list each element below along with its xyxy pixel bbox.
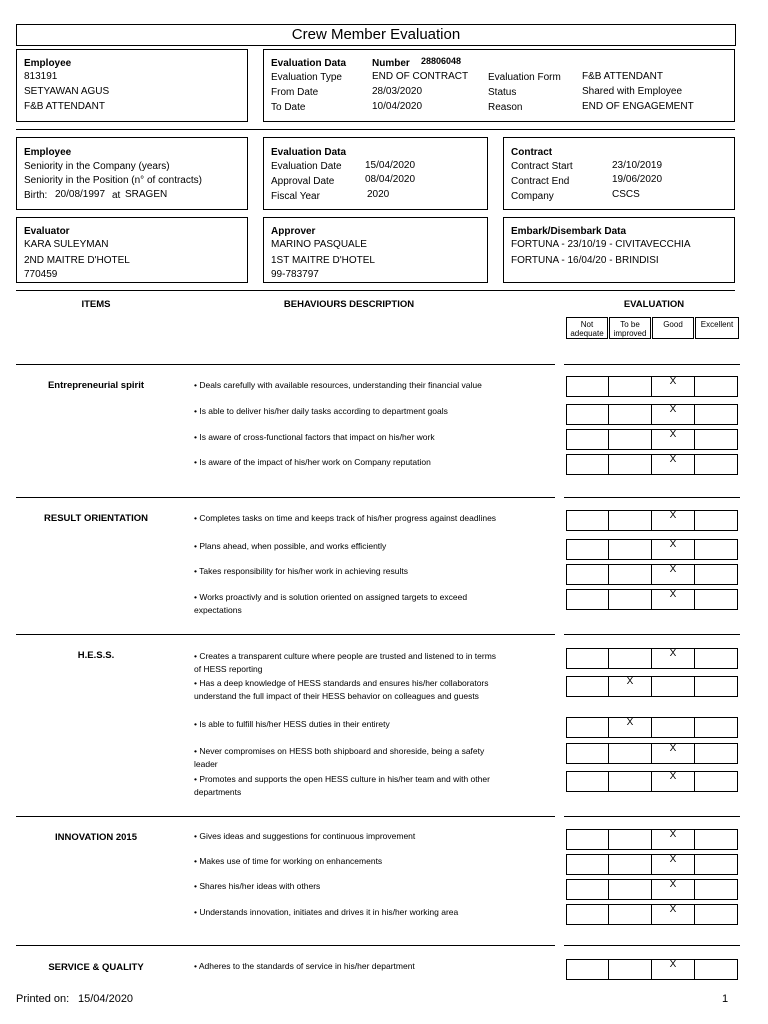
page-number: 1 bbox=[722, 993, 729, 1005]
cell-good: X bbox=[652, 510, 695, 531]
cell-good: X bbox=[652, 829, 695, 850]
behaviour-text: • Creates a transparent culture where people are trusted and listened to in terms of HESS reporting bbox=[194, 651, 497, 674]
cell-not-adequate bbox=[566, 771, 609, 792]
section-rule bbox=[564, 634, 740, 635]
embark-box bbox=[503, 217, 735, 283]
to-date-label: To Date bbox=[271, 102, 306, 113]
from-date-label: From Date bbox=[271, 87, 319, 98]
evaluation-row bbox=[566, 539, 738, 560]
cell-not-adequate bbox=[566, 904, 609, 925]
cell-excellent bbox=[695, 959, 738, 980]
contract-start-label: Contract Start bbox=[511, 161, 573, 172]
behaviour-text: • Is able to fulfill his/her HESS duties in their entirety bbox=[194, 719, 390, 729]
fiscal-year-label: Fiscal Year bbox=[271, 191, 320, 202]
cell-not-adequate bbox=[566, 854, 609, 875]
cell-to-be-improved bbox=[609, 539, 652, 560]
number-label: Number bbox=[372, 58, 410, 69]
cell-to-be-improved bbox=[609, 510, 652, 531]
employee-heading: Employee bbox=[24, 147, 72, 158]
cell-not-adequate bbox=[566, 564, 609, 585]
from-date: 28/03/2020 bbox=[372, 86, 423, 97]
evaluation-row bbox=[566, 743, 738, 764]
cell-excellent bbox=[695, 771, 738, 792]
cell-good: X bbox=[652, 429, 695, 450]
cell-to-be-improved bbox=[609, 904, 652, 925]
evaluation-form-label: Evaluation Form bbox=[488, 72, 561, 83]
cell-not-adequate bbox=[566, 454, 609, 475]
employee-name: SETYAWAN AGUS bbox=[24, 86, 110, 97]
evaluation-row bbox=[566, 376, 738, 397]
status-label: Status bbox=[488, 87, 517, 98]
cell-not-adequate bbox=[566, 829, 609, 850]
evaluation-row bbox=[566, 589, 738, 610]
section-rule bbox=[16, 634, 555, 635]
evaluation-row bbox=[566, 404, 738, 425]
cell-good: X bbox=[652, 771, 695, 792]
cell-to-be-improved: X bbox=[609, 676, 652, 697]
reason-label: Reason bbox=[488, 102, 523, 113]
cell-excellent bbox=[695, 676, 738, 697]
items-header: ITEMS bbox=[81, 299, 111, 310]
cell-not-adequate bbox=[566, 429, 609, 450]
behaviour-text: • Understands innovation, initiates and drives it in his/her working area bbox=[194, 907, 459, 917]
company-value: CSCS bbox=[612, 189, 640, 200]
cell-good: X bbox=[652, 564, 695, 585]
page-title: Crew Member Evaluation bbox=[16, 24, 736, 46]
seniority-position-label: Seniority in the Position (n° of contracts) bbox=[24, 175, 202, 186]
evaluation-row bbox=[566, 854, 738, 875]
cell-excellent bbox=[695, 717, 738, 738]
cell-good: X bbox=[652, 589, 695, 610]
behaviour-text: • Is able to deliver his/her daily tasks according to department goals bbox=[194, 406, 448, 416]
cell-to-be-improved bbox=[609, 771, 652, 792]
behaviour-text: • Takes responsibility for his/her work in achieving results bbox=[194, 566, 408, 576]
behaviour-text: • Makes use of time for working on enhancements bbox=[194, 856, 383, 866]
cell-to-be-improved bbox=[609, 429, 652, 450]
behaviour-text: • Shares his/her ideas with others bbox=[194, 881, 321, 891]
behaviour-text: • Promotes and supports the open HESS culture in his/her team and with other departments bbox=[194, 774, 490, 797]
behaviour-text: • Deals carefully with available resources, understanding their financial value bbox=[194, 380, 482, 390]
evaluation-row bbox=[566, 429, 738, 450]
seniority-company-label: Seniority in the Company (years) bbox=[24, 161, 170, 172]
to-date: 10/04/2020 bbox=[372, 101, 423, 112]
cell-good: X bbox=[652, 879, 695, 900]
cell-to-be-improved bbox=[609, 404, 652, 425]
level-excellent: Excellent bbox=[695, 317, 739, 339]
cell-excellent bbox=[695, 743, 738, 764]
section-rule bbox=[16, 945, 555, 946]
evaluation-type: END OF CONTRACT bbox=[372, 71, 469, 82]
contract-end-label: Contract End bbox=[511, 176, 570, 187]
cell-excellent bbox=[695, 510, 738, 531]
cell-not-adequate bbox=[566, 589, 609, 610]
employee-position: F&B ATTENDANT bbox=[24, 101, 105, 112]
cell-to-be-improved bbox=[609, 959, 652, 980]
item-innovation: INNOVATION 2015 bbox=[54, 832, 137, 843]
printed-label: Printed on: bbox=[16, 993, 70, 1005]
embark-line-1: FORTUNA - 23/10/19 - CIVITAVECCHIA bbox=[511, 239, 691, 250]
contract-heading: Contract bbox=[511, 147, 553, 158]
approval-date-label: Approval Date bbox=[271, 176, 335, 187]
employee-box bbox=[16, 49, 248, 122]
evaluation-date: 15/04/2020 bbox=[365, 160, 416, 171]
evaluator-box bbox=[16, 217, 248, 283]
evaluator-id: 770459 bbox=[24, 269, 58, 280]
cell-good: X bbox=[652, 743, 695, 764]
section-rule bbox=[564, 364, 740, 365]
level-not-adequate: Not adequate bbox=[566, 317, 608, 339]
contract-end: 19/06/2020 bbox=[612, 174, 663, 185]
employee-heading: Employee bbox=[24, 58, 72, 69]
cell-to-be-improved bbox=[609, 376, 652, 397]
fiscal-year: 2020 bbox=[367, 189, 390, 200]
cell-good bbox=[652, 717, 695, 738]
cell-not-adequate bbox=[566, 676, 609, 697]
cell-excellent bbox=[695, 589, 738, 610]
cell-not-adequate bbox=[566, 376, 609, 397]
divider bbox=[16, 129, 735, 130]
contract-box bbox=[503, 137, 735, 210]
contract-start: 23/10/2019 bbox=[612, 160, 663, 171]
section-rule bbox=[564, 945, 740, 946]
cell-good: X bbox=[652, 854, 695, 875]
behaviour-text: • Works proactivly and is solution oriented on assigned targets to exceed expectations bbox=[194, 592, 468, 615]
level-to-be-improved: To be improved bbox=[609, 317, 651, 339]
cell-good: X bbox=[652, 376, 695, 397]
evaluation-date-label: Evaluation Date bbox=[271, 161, 342, 172]
approver-heading: Approver bbox=[271, 226, 316, 237]
section-rule bbox=[16, 364, 555, 365]
reason-value: END OF ENGAGEMENT bbox=[582, 101, 694, 112]
cell-good: X bbox=[652, 454, 695, 475]
behaviour-text: • Is aware of the impact of his/her work on Company reputation bbox=[194, 457, 431, 467]
evaluation-row bbox=[566, 510, 738, 531]
behaviour-text: • Adheres to the standards of service in his/her department bbox=[194, 961, 415, 971]
employee-seniority-box bbox=[16, 137, 248, 210]
cell-not-adequate bbox=[566, 648, 609, 669]
approval-date: 08/04/2020 bbox=[365, 174, 416, 185]
cell-excellent bbox=[695, 404, 738, 425]
item-result-orientation: RESULT ORIENTATION bbox=[44, 513, 148, 524]
cell-good: X bbox=[652, 959, 695, 980]
cell-not-adequate bbox=[566, 510, 609, 531]
cell-excellent bbox=[695, 429, 738, 450]
item-entrepreneurial-spirit: Entrepreneurial spirit bbox=[47, 380, 145, 391]
birth-label: Birth: bbox=[24, 190, 48, 201]
evaluation-type-label: Evaluation Type bbox=[271, 72, 342, 83]
item-hess: H.E.S.S. bbox=[77, 650, 115, 661]
cell-not-adequate bbox=[566, 404, 609, 425]
evaluator-heading: Evaluator bbox=[24, 226, 70, 237]
approver-name: MARINO PASQUALE bbox=[271, 239, 367, 250]
section-rule bbox=[564, 816, 740, 817]
cell-excellent bbox=[695, 564, 738, 585]
cell-to-be-improved bbox=[609, 589, 652, 610]
birth-at-label: at bbox=[112, 190, 121, 201]
cell-to-be-improved bbox=[609, 454, 652, 475]
cell-to-be-improved: X bbox=[609, 717, 652, 738]
evaluation-row bbox=[566, 879, 738, 900]
evaluation-row bbox=[566, 648, 738, 669]
cell-excellent bbox=[695, 879, 738, 900]
evaluation-number: 28806048 bbox=[421, 56, 462, 66]
company-label: Company bbox=[511, 191, 554, 202]
status-value: Shared with Employee bbox=[582, 86, 683, 97]
cell-excellent bbox=[695, 648, 738, 669]
evaluation-row bbox=[566, 676, 738, 697]
evaluator-role: 2ND MAITRE D'HOTEL bbox=[24, 255, 130, 266]
cell-excellent bbox=[695, 854, 738, 875]
evaluation-form: F&B ATTENDANT bbox=[582, 71, 663, 82]
behaviour-text: • Never compromises on HESS both shipboard and shoreside, being a safety leader bbox=[194, 746, 485, 769]
cell-to-be-improved bbox=[609, 829, 652, 850]
evaluation-header: EVALUATION bbox=[623, 299, 685, 310]
cell-not-adequate bbox=[566, 879, 609, 900]
evaluation-heading: Evaluation Data bbox=[271, 58, 347, 69]
embark-heading: Embark/Disembark Data bbox=[511, 226, 627, 237]
cell-not-adequate bbox=[566, 959, 609, 980]
cell-good: X bbox=[652, 404, 695, 425]
evaluation-row bbox=[566, 771, 738, 792]
approver-box bbox=[263, 217, 488, 283]
evaluation-dates-box bbox=[263, 137, 488, 210]
cell-excellent bbox=[695, 454, 738, 475]
birth-place: SRAGEN bbox=[125, 189, 168, 200]
cell-excellent bbox=[695, 904, 738, 925]
evaluation-row bbox=[566, 564, 738, 585]
evaluation-row bbox=[566, 904, 738, 925]
evaluation-heading: Evaluation Data bbox=[271, 147, 347, 158]
cell-not-adequate bbox=[566, 743, 609, 764]
cell-to-be-improved bbox=[609, 648, 652, 669]
behaviour-text: • Plans ahead, when possible, and works efficiently bbox=[194, 541, 387, 551]
birth-date: 20/08/1997 bbox=[55, 189, 106, 200]
section-rule bbox=[16, 497, 555, 498]
cell-good: X bbox=[652, 904, 695, 925]
cell-good bbox=[652, 676, 695, 697]
section-rule bbox=[16, 816, 555, 817]
cell-to-be-improved bbox=[609, 879, 652, 900]
evaluation-row bbox=[566, 959, 738, 980]
cell-excellent bbox=[695, 829, 738, 850]
item-service-quality: SERVICE & QUALITY bbox=[48, 962, 144, 973]
cell-not-adequate bbox=[566, 539, 609, 560]
cell-excellent bbox=[695, 539, 738, 560]
evaluator-name: KARA SULEYMAN bbox=[24, 239, 109, 250]
printed-date: 15/04/2020 bbox=[78, 993, 134, 1005]
evaluation-data-box bbox=[263, 49, 735, 122]
approver-role: 1ST MAITRE D'HOTEL bbox=[271, 255, 375, 266]
level-good: Good bbox=[652, 317, 694, 339]
evaluation-row bbox=[566, 454, 738, 475]
behaviour-text: • Completes tasks on time and keeps track of his/her progress against deadlines bbox=[194, 513, 497, 523]
cell-to-be-improved bbox=[609, 854, 652, 875]
cell-to-be-improved bbox=[609, 564, 652, 585]
evaluation-row bbox=[566, 717, 738, 738]
approver-id: 99-783797 bbox=[271, 269, 319, 280]
divider bbox=[16, 290, 735, 291]
behaviour-text: • Is aware of cross-functional factors that impact on his/her work bbox=[194, 432, 435, 442]
employee-id: 813191 bbox=[24, 71, 58, 82]
cell-to-be-improved bbox=[609, 743, 652, 764]
cell-good: X bbox=[652, 648, 695, 669]
cell-good: X bbox=[652, 539, 695, 560]
section-rule bbox=[564, 497, 740, 498]
behaviour-text: • Gives ideas and suggestions for continuous improvement bbox=[194, 831, 416, 841]
behaviours-header: BEHAVIOURS DESCRIPTION bbox=[283, 299, 415, 310]
embark-line-2: FORTUNA - 16/04/20 - BRINDISI bbox=[511, 255, 659, 266]
evaluation-row bbox=[566, 829, 738, 850]
cell-not-adequate bbox=[566, 717, 609, 738]
behaviour-text: • Has a deep knowledge of HESS standards and ensures his/her collaborators understand the full impact of their HESS behavior on colleagues and guests bbox=[194, 678, 489, 701]
cell-excellent bbox=[695, 376, 738, 397]
